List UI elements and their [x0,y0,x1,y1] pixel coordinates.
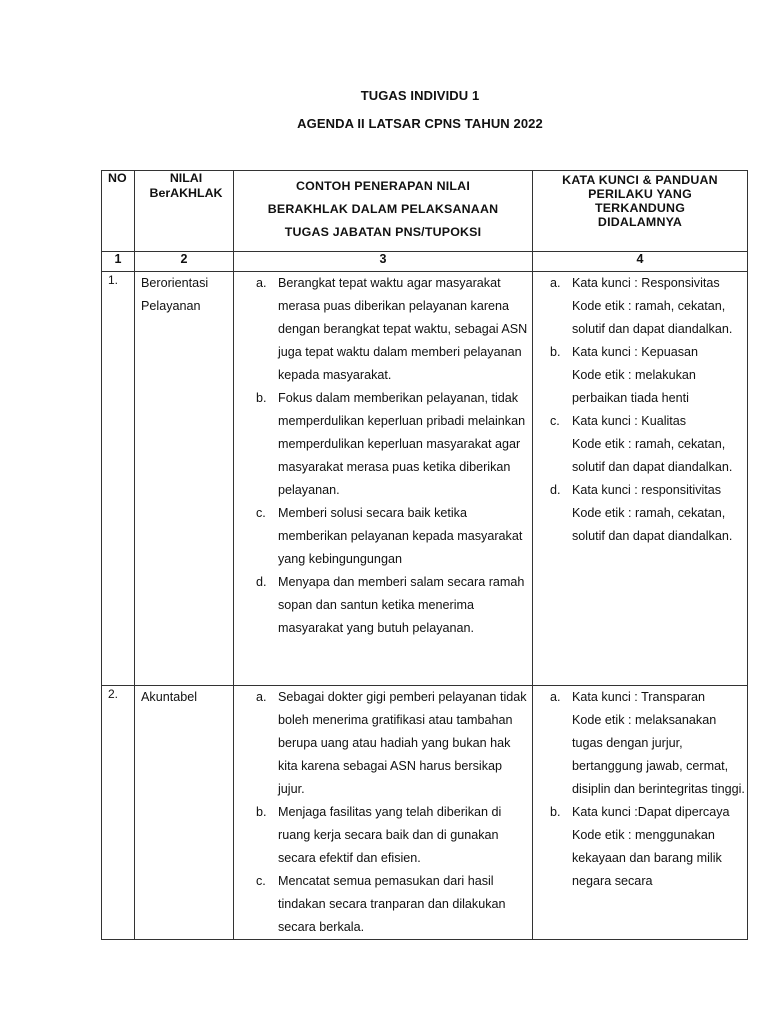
table-row [102,272,748,686]
item-marker: d. [256,575,267,589]
row-kata-kunci [533,272,748,686]
item-text: Berangkat tepat waktu agar masyarakat merasa puas diberikan pelayanan karena dengan berangkat tepat waktu, sebagai ASN juga tepat waktu dalam memberi pelayanan kepada masyarakat. [278,276,528,382]
kata-kunci-item [533,341,747,410]
column-number: 3 [234,252,533,272]
header-contoh-line3: TUGAS JABATAN PNS/TUPOKSI [284,225,482,239]
header-contoh-line2: BERAKHLAK DALAM PELAKSANAAN [267,202,499,216]
header-kata-line3: TERKANDUNG [594,201,686,215]
kode-etik-text: Kode etik : menggunakan kekayaan dan barang milik negara secara [572,828,722,888]
kode-etik-text: Kode etik : ramah, cekatan, solutif dan dapat diandalkan. [572,506,733,543]
item-marker: c. [256,874,266,888]
contoh-item [234,272,532,387]
kata-kunci-text: Kata kunci :Dapat dipercaya [572,805,730,819]
contoh-item [234,801,532,870]
item-marker: a. [550,690,561,704]
header-nilai [135,171,234,252]
kode-etik-text: Kode etik : ramah, cekatan, solutif dan dapat diandalkan. [572,437,733,474]
item-marker: a. [550,276,561,290]
item-marker: b. [256,391,267,405]
row-nilai [135,272,234,686]
column-number: 4 [533,252,748,272]
row-nilai-line1: Akuntabel [141,690,198,704]
item-marker: b. [550,345,561,359]
kode-etik-text: Kode etik : melaksanakan tugas dengan jurjur, bertanggung jawab, cermat, disiplin dan berintegritas tinggi. [572,713,745,796]
kata-kunci-item [533,686,747,801]
item-marker: a. [256,690,267,704]
row-nilai-line2: Pelayanan [141,299,201,313]
kode-etik-text: Kode etik : ramah, cekatan, solutif dan dapat diandalkan. [572,299,733,336]
kata-kunci-item [533,272,747,341]
kata-kunci-text: Kata kunci : Responsivitas [572,276,720,290]
kata-kunci-text: Kata kunci : responsitivitas [572,483,722,497]
header-nilai-line1: NILAI [169,171,203,185]
contoh-item [234,870,532,939]
kata-kunci-text: Kata kunci : Kepuasan [572,345,699,359]
header-contoh-line1: CONTOH PENERAPAN NILAI [296,179,470,193]
row-number: 1. [102,272,135,686]
kode-etik-text: Kode etik : melakukan perbaikan tiada henti [572,368,696,405]
item-text: Menjaga fasilitas yang telah diberikan di ruang kerja secara baik dan di gunakan secara efektif dan efisien. [278,805,502,865]
table-row [102,686,748,940]
document-subtitle: AGENDA II LATSAR CPNS TAHUN 2022 [297,116,543,131]
column-number: 2 [135,252,234,272]
kata-kunci-text: Kata kunci : Transparan [572,690,706,704]
kata-kunci-item [533,801,747,893]
kata-kunci-item [533,410,747,479]
item-text: Fokus dalam memberikan pelayanan, tidak memperdulikan keperluan pribadi melainkan memperdulikan keperluan masyarakat agar masyarakat merasa puas ketika diberikan pelayanan. [278,391,526,497]
header-nilai-line2: BerAKHLAK [149,186,223,200]
item-text: Menyapa dan memberi salam secara ramah sopan dan santun ketika menerima masyarakat yang butuh pelayanan. [278,575,525,635]
header-contoh [234,171,533,252]
header-kata-line4: DIDALAMNYA [597,215,683,229]
column-number-row [102,252,748,272]
item-marker: d. [550,483,561,497]
contoh-item [234,387,532,502]
item-text: Sebagai dokter gigi pemberi pelayanan tidak boleh menerima gratifikasi atau tambahan berupa uang atau hadiah yang bukan hak kita karena sebagai ASN harus bersikap jujur. [278,690,527,796]
item-marker: c. [550,414,560,428]
values-table [101,170,748,940]
document-title: TUGAS INDIVIDU 1 [360,88,480,103]
item-text: Mencatat semua pemasukan dari hasil tindakan secara tranparan dan dilakukan secara berkala. [278,874,506,934]
header-kata-kunci [533,171,748,252]
item-marker: b. [256,805,267,819]
item-text: Memberi solusi secara baik ketika memberikan pelayanan kepada masyarakat yang kebingungungan [278,506,523,566]
item-marker: b. [550,805,561,819]
contoh-item [234,502,532,571]
row-nilai [135,686,234,940]
row-contoh [234,272,533,686]
row-contoh [234,686,533,940]
row-nilai-line1: Berorientasi [141,276,209,290]
column-number: 1 [102,252,135,272]
item-marker: a. [256,276,267,290]
contoh-item [234,571,532,640]
header-no: NO [102,171,135,252]
row-number: 2. [102,686,135,940]
item-marker: c. [256,506,266,520]
contoh-item [234,686,532,801]
kata-kunci-item [533,479,747,548]
row-kata-kunci [533,686,748,940]
table-header-row [102,171,748,252]
header-kata-line1: KATA KUNCI & PANDUAN [562,173,718,187]
header-kata-line2: PERILAKU YANG [588,187,692,201]
kata-kunci-text: Kata kunci : Kualitas [572,414,687,428]
